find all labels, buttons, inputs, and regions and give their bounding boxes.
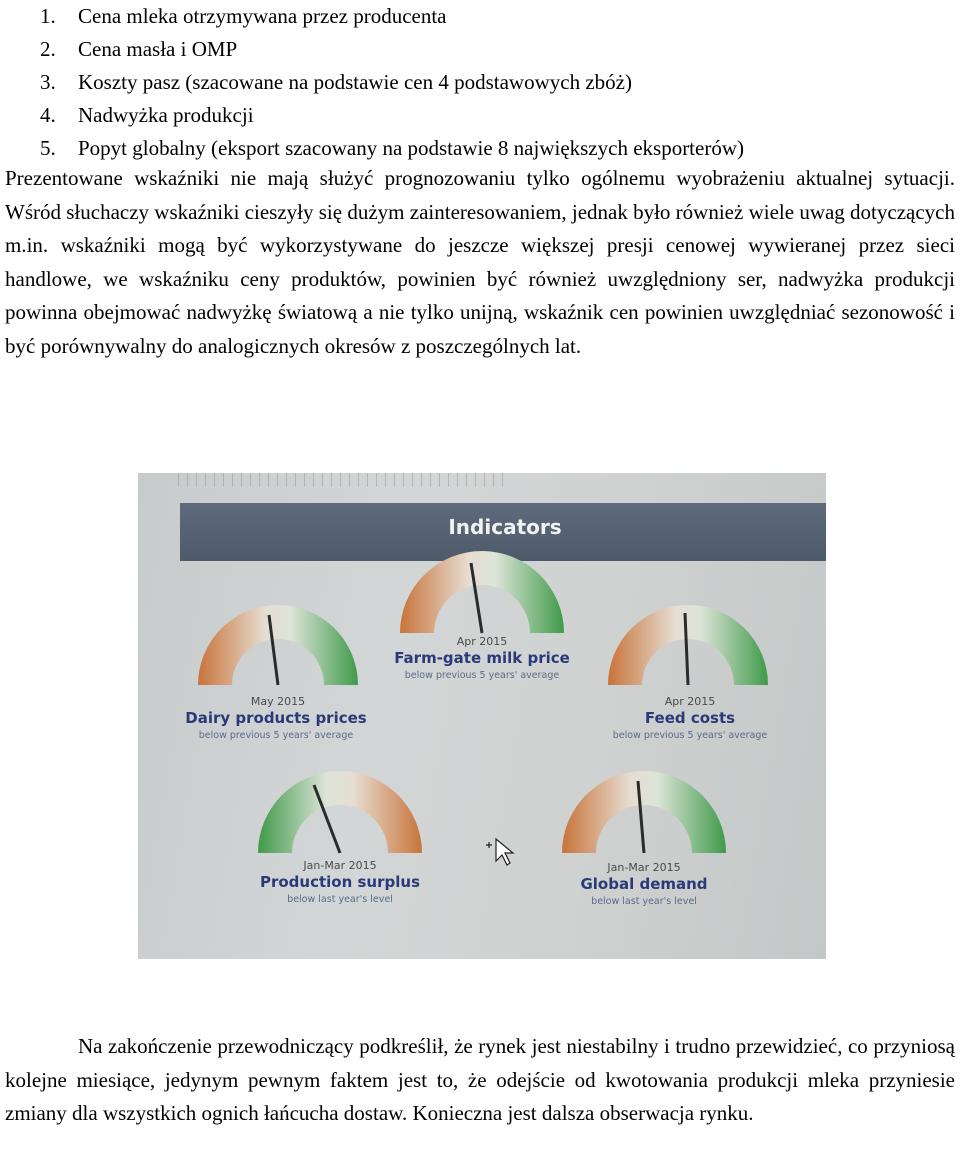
list-item: 5. Popyt globalny (eksport szacowany na podstawie 8 największych eksporterów) — [40, 136, 744, 160]
gauges-graphic — [138, 473, 826, 959]
gauge-arc — [258, 771, 422, 853]
gauge-date: Jan-Mar 2015 — [303, 859, 377, 872]
gauge-dairy-products-prices — [185, 605, 367, 741]
gauge-title: Dairy products prices — [185, 709, 367, 727]
gauge-title: Farm-gate milk price — [394, 649, 570, 667]
gauge-title: Production surplus — [259, 873, 421, 891]
gauge-title: Feed costs — [644, 709, 736, 727]
gauge-feed-costs — [608, 605, 768, 741]
paragraph-conclusion: Na zakończenie przewodniczący podkreślił, że rynek jest niestabilny i trudno przewidzieć, co przyniosą kolejne miesiące, jedynym pewnym faktem jest to, że odejście od kwotowania produkcji mleka przyniesie zmiany dla wszystkich ognich łańcucha dostaw. Konieczna jest dalsza obserwacja rynku. — [5, 1034, 955, 1125]
gauge-date: May 2015 — [250, 695, 306, 708]
slide-title: Indicators — [448, 515, 562, 539]
gauge-arc — [400, 551, 564, 633]
list-item: 2. Cena masła i OMP — [40, 37, 238, 61]
gauge-subtitle: below last year's level — [591, 896, 697, 907]
paragraph-commentary: Prezentowane wskaźniki nie mają służyć prognozowaniu tylko ogólnemu wyobrażeniu aktualnej sytuacji. Wśród słuchaczy wskaźniki cieszyły się dużym zainteresowaniem, jednak było również wiele uwag dotyczących m.in. wskaźniki mogą być wykorzystywane do jeszcze większej presji cenowej wywieranej przez sieci handlowe, we wskaźniku ceny produktów, powinien być również uwzględniony ser, nadwyżka produkcji powinna obejmować nadwyżkę światową a nie tylko unijną, wskaźnik cen powinien uwzględniać sezonowość i być porównywalny do analogicznych okresów z poszczególnych lat. — [5, 166, 955, 358]
indicators-slide-photo — [138, 473, 826, 959]
gauge-title: Global demand — [580, 875, 708, 893]
list-item: 1. Cena mleka otrzymywana przez producenta — [40, 4, 447, 28]
gauge-subtitle: below last year's level — [287, 894, 393, 905]
cursor-icon — [486, 839, 513, 865]
indicator-list — [40, 0, 744, 165]
gauge-production-surplus — [258, 771, 422, 905]
gauge-global-demand — [562, 771, 726, 907]
gauge-subtitle: below previous 5 years' average — [198, 730, 354, 741]
gauge-date: Apr 2015 — [664, 695, 716, 708]
gauge-arc — [198, 605, 358, 685]
gauge-farm-gate-milk-price — [394, 551, 570, 681]
list-item: 3. Koszty pasz (szacowane na podstawie cen 4 podstawowych zbóż) — [40, 70, 632, 94]
gauge-date: Apr 2015 — [456, 635, 508, 648]
gauge-date: Jan-Mar 2015 — [607, 861, 681, 874]
list-item: 4. Nadwyżka produkcji — [40, 103, 254, 127]
gauge-subtitle: below previous 5 years' average — [404, 670, 560, 681]
gauge-subtitle: below previous 5 years' average — [612, 730, 768, 741]
